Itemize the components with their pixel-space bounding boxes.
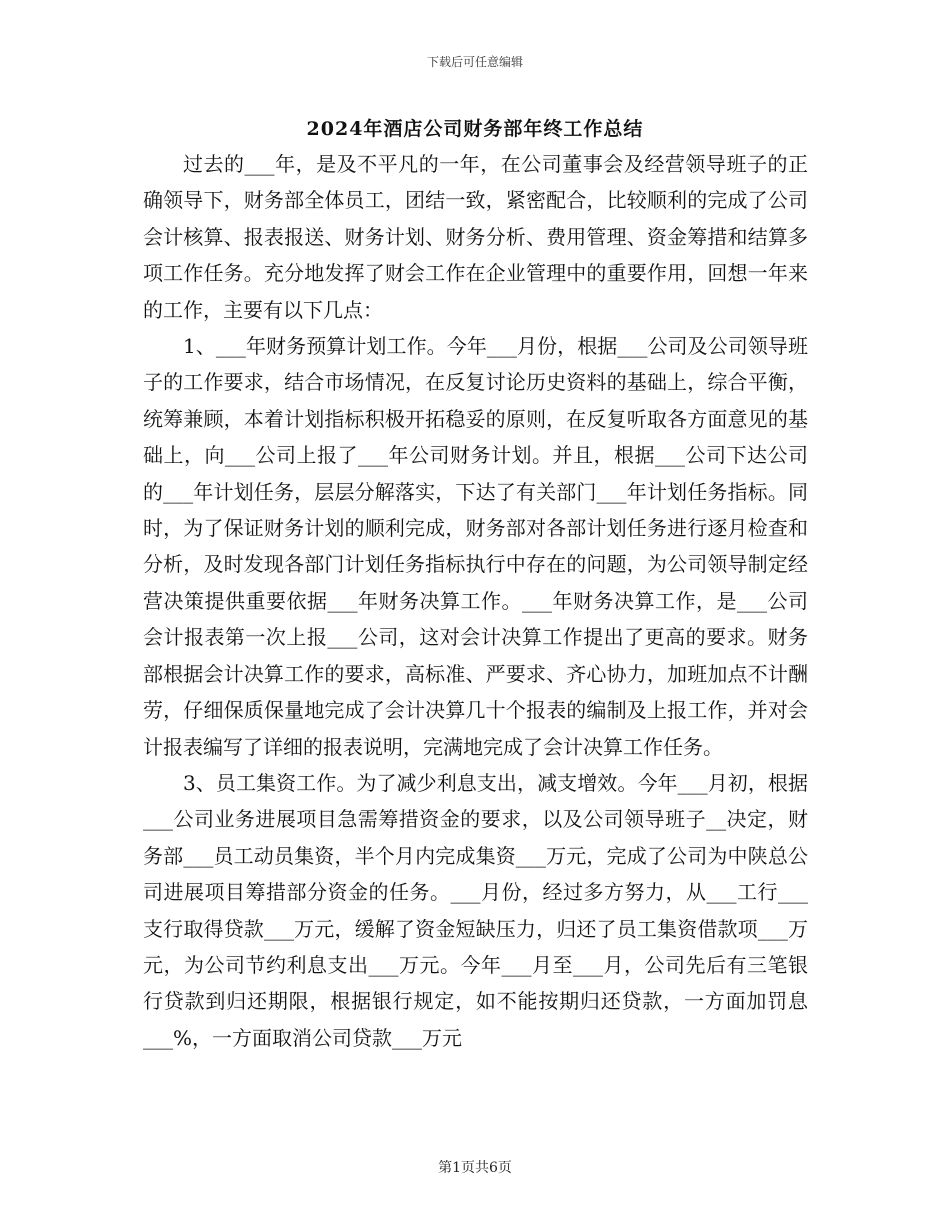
paragraph-budget: 1、___年财务预算计划工作。今年___月份，根据___公司及公司领导班子的工作要求，结合市场情况，在反复讨论历史资料的基础上，综合平衡，统筹兼顾，本着计划指标积极开拓稳妥的原则，在反复听取各方面意见的基础上，向___公司上报了___年公司财务计划。并且，根据___公司下达公司的___年计划任务，层层分解落实，下达了有关部门___年计划任务指标。同时，为了保证财务计划的顺利完成，财务部对各部计划任务进行逐月检查和分析，及时发现各部门计划任务指标执行中存在的问题，为公司领导制定经营决策提供重要依据___年财务决算工作。___年财务决算工作，是___公司会计报表第一次上报___公司，这对会计决算工作提出了更高的要求。财务部根据会计决算工作的要求，高标准、严要求、齐心协力，加班加点不计酬劳，仔细保质保量地完成了会计决算几十个报表的编制及上报工作，并对会计报表编写了详细的报表说明，完满地完成了会计决算工作任务。	[143, 334, 808, 759]
document-body	[143, 146, 808, 1056]
page-number: 第1页共6页	[438, 1160, 512, 1176]
paragraph-fundraising: 3、员工集资工作。为了减少利息支出，减支增效。今年___月初，根据___公司业务进展项目急需筹措资金的要求，以及公司领导班子__决定，财务部___员工动员集资，半个月内完成集资___万元，完成了公司为中陕总公司进展项目筹措部分资金的任务。___月份，经过多方努力，从___工行___支行取得贷款___万元，缓解了资金短缺压力，归还了员工集资借款项___万元，为公司节约利息支出___万元。今年___月至___月，公司先后有三笔银行贷款到归还期限，根据银行规定，如不能按期归还贷款，一方面加罚息___%，一方面取消公司贷款___万元	[143, 770, 808, 1050]
header-note: 下载后可任意编辑	[426, 55, 523, 69]
document-title: 2024年酒店公司财务部年终工作总结	[306, 118, 644, 140]
paragraph-intro: 过去的___年，是及不平凡的一年，在公司董事会及经营领导班子的正确领导下，财务部全体员工，团结一致，紧密配合，比较顺利的完成了公司会计核算、报表报送、财务计划、财务分析、费用管理、资金筹措和结算多项工作任务。充分地发挥了财会工作在企业管理中的重要作用，回想一年来的工作，主要有以下几点：	[143, 152, 808, 322]
